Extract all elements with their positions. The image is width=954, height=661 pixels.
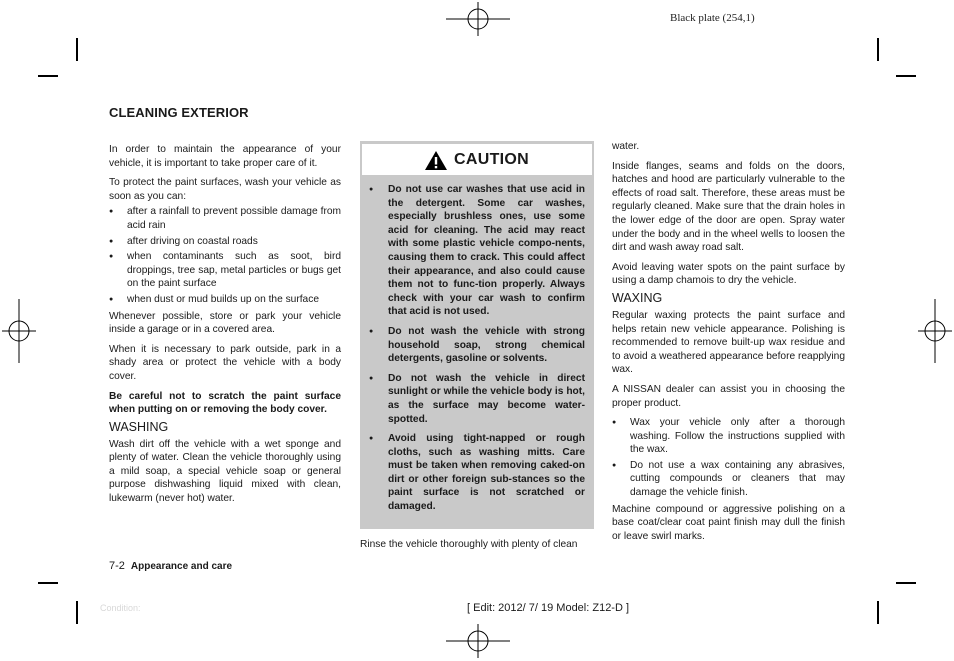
caution-list xyxy=(369,183,585,520)
list-item: ● Avoid using tight-napped or rough cloths, such as washing mitts. Care must be taken when removing caked-on dirt or other foreign sub-stances so the paint surface is not scratched or damaged. xyxy=(369,432,585,514)
list-item: ● when contaminants such as soot, bird droppings, tree sap, metal particles or bugs get on the paint surface xyxy=(109,250,341,291)
shade-paragraph: When it is necessary to park outside, park in a shady area or protect the vehicle with a body cover. xyxy=(109,343,341,382)
store-paragraph: Whenever possible, store or park your vehicle inside a garage or in a covered area. xyxy=(109,310,341,336)
intro-paragraph: In order to maintain the appearance of your vehicle, it is important to take proper care of it. xyxy=(109,144,341,169)
waxing-tips-list xyxy=(612,416,845,500)
list-item: ● Do not wash the vehicle with strong household soap, strong chemical detergents, gasoline or solvents. xyxy=(369,325,585,366)
page-footer xyxy=(109,560,232,572)
registration-mark-right xyxy=(918,299,952,363)
machine-paragraph: Machine compound or aggressive polishing on a base coat/clear coat paint finish may dull the finish or leave swirl marks. xyxy=(612,503,845,542)
spots-paragraph: Avoid leaving water spots on the paint surface by using a damp chamois to dry the vehicle. xyxy=(612,261,845,287)
washing-heading: WASHING xyxy=(109,419,169,434)
waxing-paragraph: Regular waxing protects the paint surface and helps retain new vehicle appearance. Polishing is recommended to remove built-up wax residue and to avoid a weathered appearance before reapplying wax. xyxy=(612,309,845,376)
left-column xyxy=(109,143,341,512)
warning-triangle-icon xyxy=(424,150,448,171)
waxing-heading: WAXING xyxy=(612,290,663,305)
list-item: ● after driving on coastal roads xyxy=(109,235,341,249)
wash-occasions-list xyxy=(109,205,341,306)
rinse-line: Rinse the vehicle thoroughly with plenty of clean xyxy=(360,539,578,550)
list-item: ● Wax your vehicle only after a thorough washing. Follow the instructions supplied with the wax. xyxy=(612,416,845,457)
footer-section: Appearance and care xyxy=(130,561,233,572)
registration-mark-top xyxy=(446,2,510,36)
list-item: ● after a rainfall to prevent possible damage from acid rain xyxy=(109,205,341,232)
page-number: 7-2 xyxy=(109,560,125,572)
edit-info: [ Edit: 2012/ 7/ 19 Model: Z12-D ] xyxy=(467,602,630,614)
registration-mark-left xyxy=(2,299,36,363)
caution-title: CAUTION xyxy=(454,151,529,168)
registration-mark-bottom xyxy=(446,624,510,658)
bold-note: Be careful not to scratch the paint surface when putting on or removing the body cover. xyxy=(109,390,341,416)
water-paragraph: water. xyxy=(612,141,640,152)
list-item: ● when dust or mud builds up on the surface xyxy=(109,293,341,307)
condition-label: Condition: xyxy=(100,603,141,613)
plate-label: Black plate (254,1) xyxy=(670,12,755,24)
dealer-paragraph: A NISSAN dealer can assist you in choosing the proper product. xyxy=(612,383,845,409)
list-item: ● Do not wash the vehicle in direct sunlight or while the vehicle body is hot, as the surface may become water-spotted. xyxy=(369,372,585,426)
list-item: ● Do not use a wax containing any abrasives, cutting compounds or cleaners that may damage the vehicle finish. xyxy=(612,459,845,500)
protect-paragraph: To protect the paint surfaces, wash your vehicle as soon as you can: xyxy=(109,177,341,202)
list-item: ● Do not use car washes that use acid in the detergent. Some car washes, especially brushless ones, use some acid for cleaning. The acid may react with some plastic vehicle compo-nents, causing them to crack. This could affect their appearance, and also could cause them not to func-tion properly. Always check with your car wash to confirm that acid is not used. xyxy=(369,183,585,319)
flanges-paragraph: Inside flanges, seams and folds on the doors, hatches and hood are particularly vulnerable to the effects of road salt. Therefore, these areas must be regularly cleaned. Make sure that the drain holes in the lower edge of the door are open. Spray water under the body and in the wheel wells to loosen the dirt and wash away road salt. xyxy=(612,160,845,254)
washing-paragraph: Wash dirt off the vehicle with a wet sponge and plenty of water. Clean the vehicle thoroughly using a mild soap, a special vehicle soap or general purpose dishwashing liquid mixed with clean, lukewarm (never hot) water. xyxy=(109,438,341,505)
caution-header xyxy=(362,144,592,175)
right-column xyxy=(612,140,845,549)
section-title: CLEANING EXTERIOR xyxy=(109,105,249,120)
caution-box xyxy=(360,141,594,529)
